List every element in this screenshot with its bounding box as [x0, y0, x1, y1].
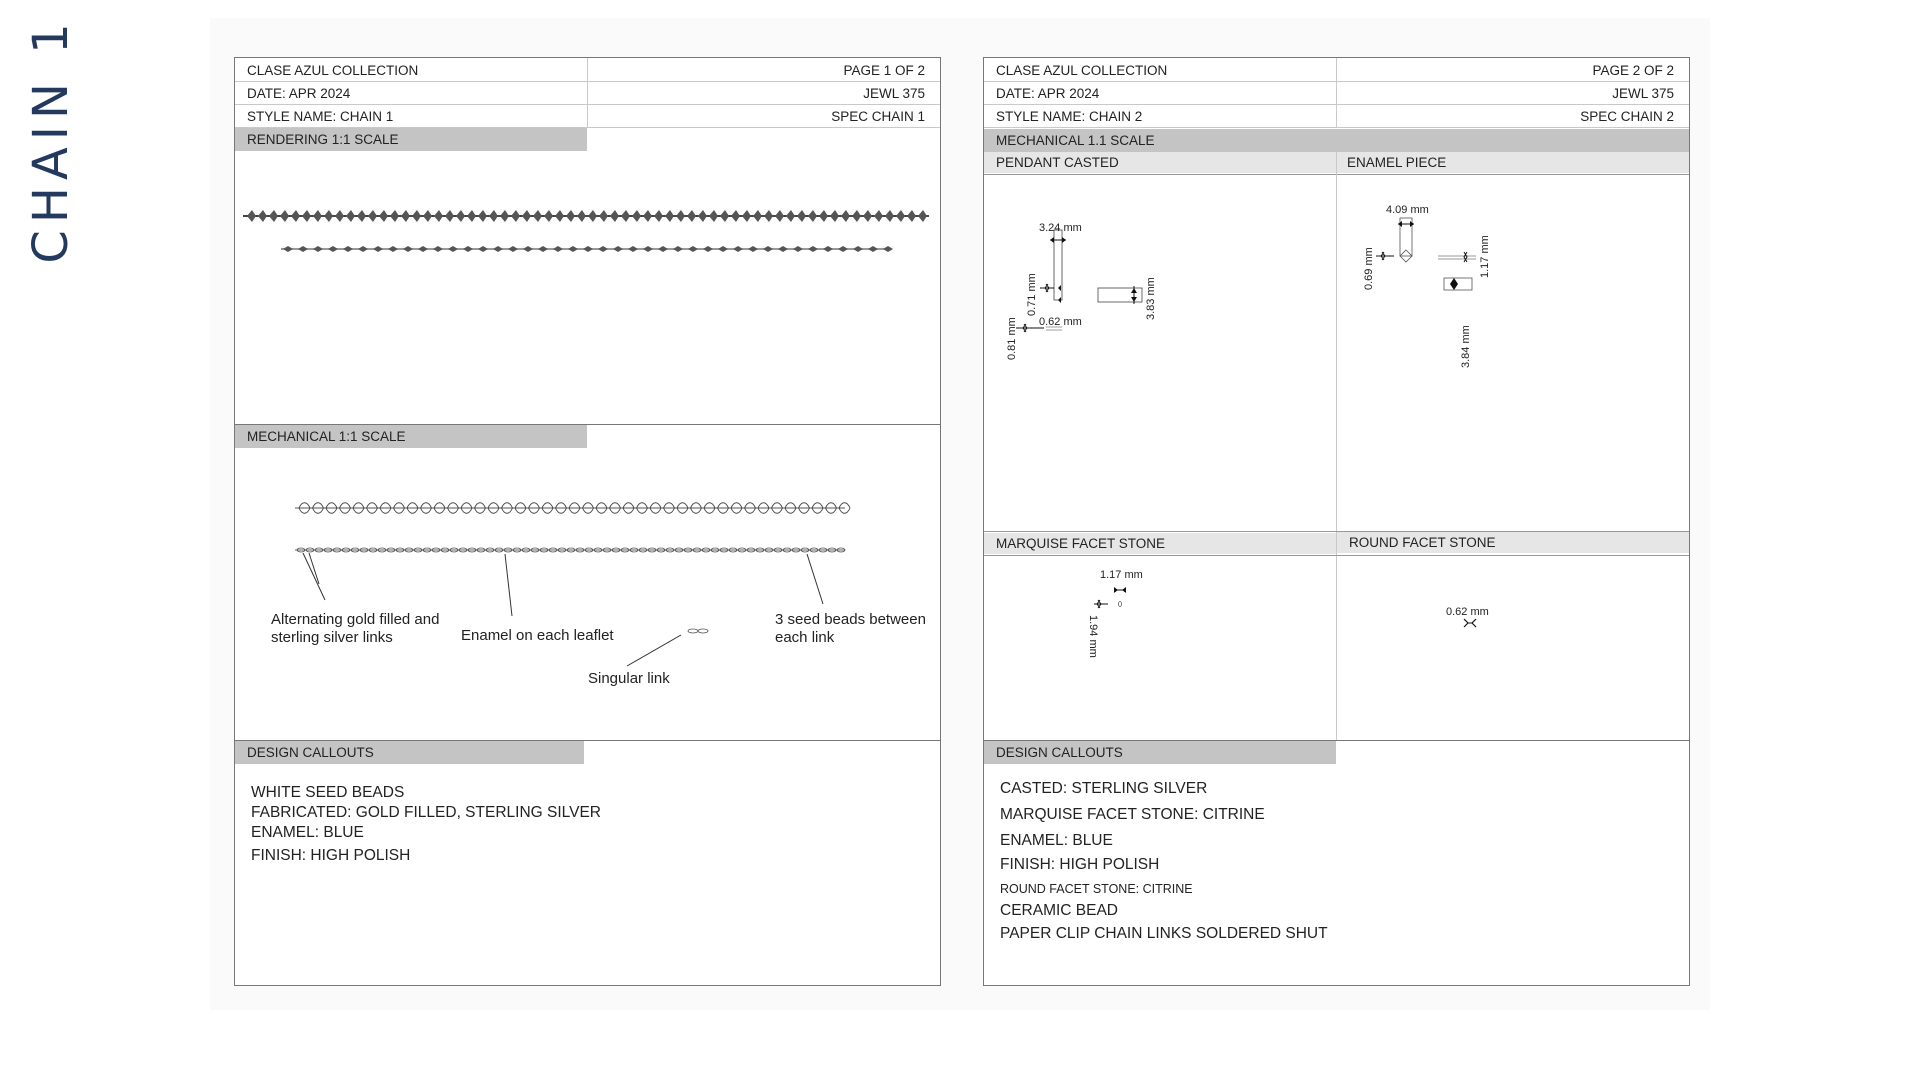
spec-name: SPEC CHAIN 2: [1580, 109, 1674, 124]
chain-segment: [676, 210, 685, 222]
design-item: MARQUISE FACET STONE: CITRINE: [1000, 806, 1265, 823]
chain-segment: [838, 246, 848, 252]
dim-label: 3.24 mm: [1039, 222, 1082, 234]
chain-segment: [868, 246, 878, 252]
chain-segment: [687, 210, 696, 222]
spec-sheet-1: [234, 57, 941, 986]
mechanical-section-label: MECHANICAL 1.1 SCALE: [984, 129, 1689, 152]
chain-segment: [358, 246, 368, 252]
callout-singular-link: Singular link: [588, 670, 670, 687]
chain-segment: [493, 246, 503, 252]
dim-label: 1.17 mm: [1100, 569, 1143, 581]
chain-segment: [698, 210, 707, 222]
design-item: FINISH: HIGH POLISH: [251, 847, 411, 864]
chain-segment: [610, 210, 619, 222]
chain-segment: [553, 246, 563, 252]
page-number: PAGE 2 OF 2: [1592, 63, 1674, 78]
chain-segment: [688, 246, 698, 252]
callout-alternating-links: Alternating gold filled and sterling silver links: [271, 611, 440, 646]
dim-label: 0.62 mm: [1446, 606, 1489, 618]
side-title-text: CHAIN 1: [23, 16, 79, 264]
chain-segment: [538, 246, 548, 252]
design-item: ROUND FACET STONE: CITRINE: [1000, 882, 1193, 896]
date: DATE: APR 2024: [996, 86, 1100, 101]
collection-name: CLASE AZUL COLLECTION: [247, 63, 419, 78]
chain-segment: [544, 210, 553, 222]
design-callouts-label: DESIGN CALLOUTS: [235, 741, 584, 764]
callout-seed-beads: 3 seed beads between each link: [775, 611, 926, 646]
dim-label: 4.09 mm: [1386, 204, 1429, 216]
chain-segment: [445, 210, 454, 222]
chain-segment: [357, 210, 366, 222]
design-callouts-list: [251, 783, 601, 866]
chain-segment: [793, 246, 803, 252]
chain-segment: [508, 246, 518, 252]
chain-segment: [368, 210, 377, 222]
style-name: STYLE NAME: CHAIN 1: [247, 109, 394, 124]
chain-segment: [786, 210, 795, 222]
chain-segment: [478, 210, 487, 222]
chain-segment: [390, 210, 399, 222]
chain-segment: [412, 210, 421, 222]
chain-segment: [753, 210, 762, 222]
chain-segment: [621, 210, 630, 222]
chain-segment: [423, 210, 432, 222]
spec-name: SPEC CHAIN 1: [831, 109, 925, 124]
chain-segment: [523, 246, 533, 252]
chain-segment: [346, 210, 355, 222]
design-item: FABRICATED: GOLD FILLED, STERLING SILVER: [251, 804, 601, 821]
chain-segment: [313, 210, 322, 222]
page-number: PAGE 1 OF 2: [843, 63, 925, 78]
chain-segment: [467, 210, 476, 222]
chain-segment: [709, 210, 718, 222]
chain-segment: [335, 210, 344, 222]
chain-segment: [819, 210, 828, 222]
chain-segment: [778, 246, 788, 252]
callout-enamel: Enamel on each leaflet: [461, 627, 614, 644]
design-item: ENAMEL: BLUE: [1000, 832, 1113, 849]
chain-segment: [808, 210, 817, 222]
chain-segment: [463, 246, 473, 252]
chain-segment: [643, 246, 653, 252]
dim-label: 3.84 mm: [1460, 325, 1472, 368]
side-title: [23, 16, 79, 264]
jewl-number: JEWL 375: [1612, 86, 1674, 101]
chain-segment: [478, 246, 488, 252]
chain-segment: [763, 246, 773, 252]
chain-segment: [555, 210, 564, 222]
chain-segment: [247, 210, 256, 222]
chain-segment: [742, 210, 751, 222]
chain-segment: [401, 210, 410, 222]
chain-segment: [764, 210, 773, 222]
dim-label: 0.69 mm: [1363, 247, 1375, 290]
round-stone-diagram: [1434, 603, 1554, 653]
chain-segment: [874, 210, 883, 222]
enamel-piece-diagram: [1336, 198, 1690, 378]
pendant-casted-label: PENDANT CASTED: [984, 152, 1336, 173]
chain-segment: [379, 210, 388, 222]
chain-segment: [280, 210, 289, 222]
design-item: FINISH: HIGH POLISH: [1000, 856, 1160, 873]
chain-segment: [632, 210, 641, 222]
chain-segment: [720, 210, 729, 222]
chain-segment: [434, 210, 443, 222]
style-name: STYLE NAME: CHAIN 2: [996, 109, 1143, 124]
chain-segment: [448, 246, 458, 252]
chain-segment: [775, 210, 784, 222]
header-row-date: [235, 81, 940, 105]
chain-segment: [703, 246, 713, 252]
chain-segment: [566, 210, 575, 222]
chain-segment: [577, 210, 586, 222]
design-item: WHITE SEED BEADS: [251, 784, 405, 801]
design-callouts-label: DESIGN CALLOUTS: [984, 741, 1336, 764]
chain-segment: [583, 246, 593, 252]
chain-segment: [283, 246, 293, 252]
chain-segment: [852, 210, 861, 222]
singular-link-illustration: [625, 618, 765, 678]
chain-segment: [718, 246, 728, 252]
date: DATE: APR 2024: [247, 86, 351, 101]
design-callouts-list: [1000, 779, 1328, 947]
chain-segment: [599, 210, 608, 222]
chain-segment: [433, 246, 443, 252]
chain-segment: [797, 210, 806, 222]
chain-segment: [883, 246, 893, 252]
chain-segment: [258, 210, 267, 222]
chain-segment: [598, 246, 608, 252]
chain-segment: [748, 246, 758, 252]
chain-segment: [302, 210, 311, 222]
chain-segment: [328, 246, 338, 252]
chain-segment: [388, 246, 398, 252]
chain-segment: [269, 210, 278, 222]
chain-segment: [654, 210, 663, 222]
chain-segment: [613, 246, 623, 252]
dim-label: 0.71 mm: [1026, 273, 1038, 316]
chain-segment: [343, 246, 353, 252]
chain-segment: [403, 246, 413, 252]
dim-label: 0.62 mm: [1039, 316, 1082, 328]
dim-label: 3.83 mm: [1145, 277, 1157, 320]
chain-segment: [658, 246, 668, 252]
jewl-number: JEWL 375: [863, 86, 925, 101]
dim-label: 0.81 mm: [1006, 317, 1018, 360]
chain-segment: [731, 210, 740, 222]
chain-segment: [418, 246, 428, 252]
design-item: CASTED: STERLING SILVER: [1000, 780, 1208, 797]
chain-segment: [313, 246, 323, 252]
chain-segment: [673, 246, 683, 252]
marquise-stone-diagram: [1074, 563, 1194, 658]
mechanical-section-label: MECHANICAL 1:1 SCALE: [235, 425, 587, 448]
design-item: ENAMEL: BLUE: [251, 824, 364, 841]
chain-segment: [830, 210, 839, 222]
chain-segment: [568, 246, 578, 252]
chain-segment: [324, 210, 333, 222]
header-row-collection: [235, 58, 940, 82]
dim-label: 1.94 mm: [1087, 615, 1099, 658]
header-row-date: [984, 81, 1689, 105]
dim-label: 1.17 mm: [1479, 235, 1491, 278]
chain-segment: [643, 210, 652, 222]
enamel-piece-label: ENAMEL PIECE: [1336, 152, 1689, 173]
chain-segment: [489, 210, 498, 222]
chain-segment: [628, 246, 638, 252]
chain-segment: [522, 210, 531, 222]
design-item: CERAMIC BEAD: [1000, 902, 1118, 919]
chain-segment: [918, 210, 927, 222]
chain-segment: [823, 246, 833, 252]
header-row-style: [984, 104, 1689, 128]
chain-segment: [588, 210, 597, 222]
chain-segment: [863, 210, 872, 222]
chain-segment: [841, 210, 850, 222]
chain-segment: [533, 210, 542, 222]
spec-sheet-2: [983, 57, 1690, 986]
chain-segment: [511, 210, 520, 222]
chain-segment: [291, 210, 300, 222]
design-item: PAPER CLIP CHAIN LINKS SOLDERED SHUT: [1000, 925, 1328, 942]
header-row-collection: [984, 58, 1689, 82]
mechanical-chain-illustration: [295, 498, 855, 618]
chain-segment: [896, 210, 905, 222]
chain-segment: [808, 246, 818, 252]
chain-segment: [853, 246, 863, 252]
marquise-stone-label: MARQUISE FACET STONE: [984, 533, 1336, 554]
pendant-casted-diagram: [984, 208, 1336, 418]
chain-segment: [665, 210, 674, 222]
chain-segment: [907, 210, 916, 222]
round-stone-label: ROUND FACET STONE: [1336, 532, 1689, 553]
chain-segment: [456, 210, 465, 222]
chain-segment: [885, 210, 894, 222]
rendering-section-label: RENDERING 1:1 SCALE: [235, 128, 587, 151]
chain-segment: [500, 210, 509, 222]
collection-name: CLASE AZUL COLLECTION: [996, 63, 1168, 78]
chain-segment: [298, 246, 308, 252]
chain-segment: [373, 246, 383, 252]
chain-segment: [733, 246, 743, 252]
rendering-chain-illustration: [241, 206, 931, 266]
header-row-style: [235, 104, 940, 128]
